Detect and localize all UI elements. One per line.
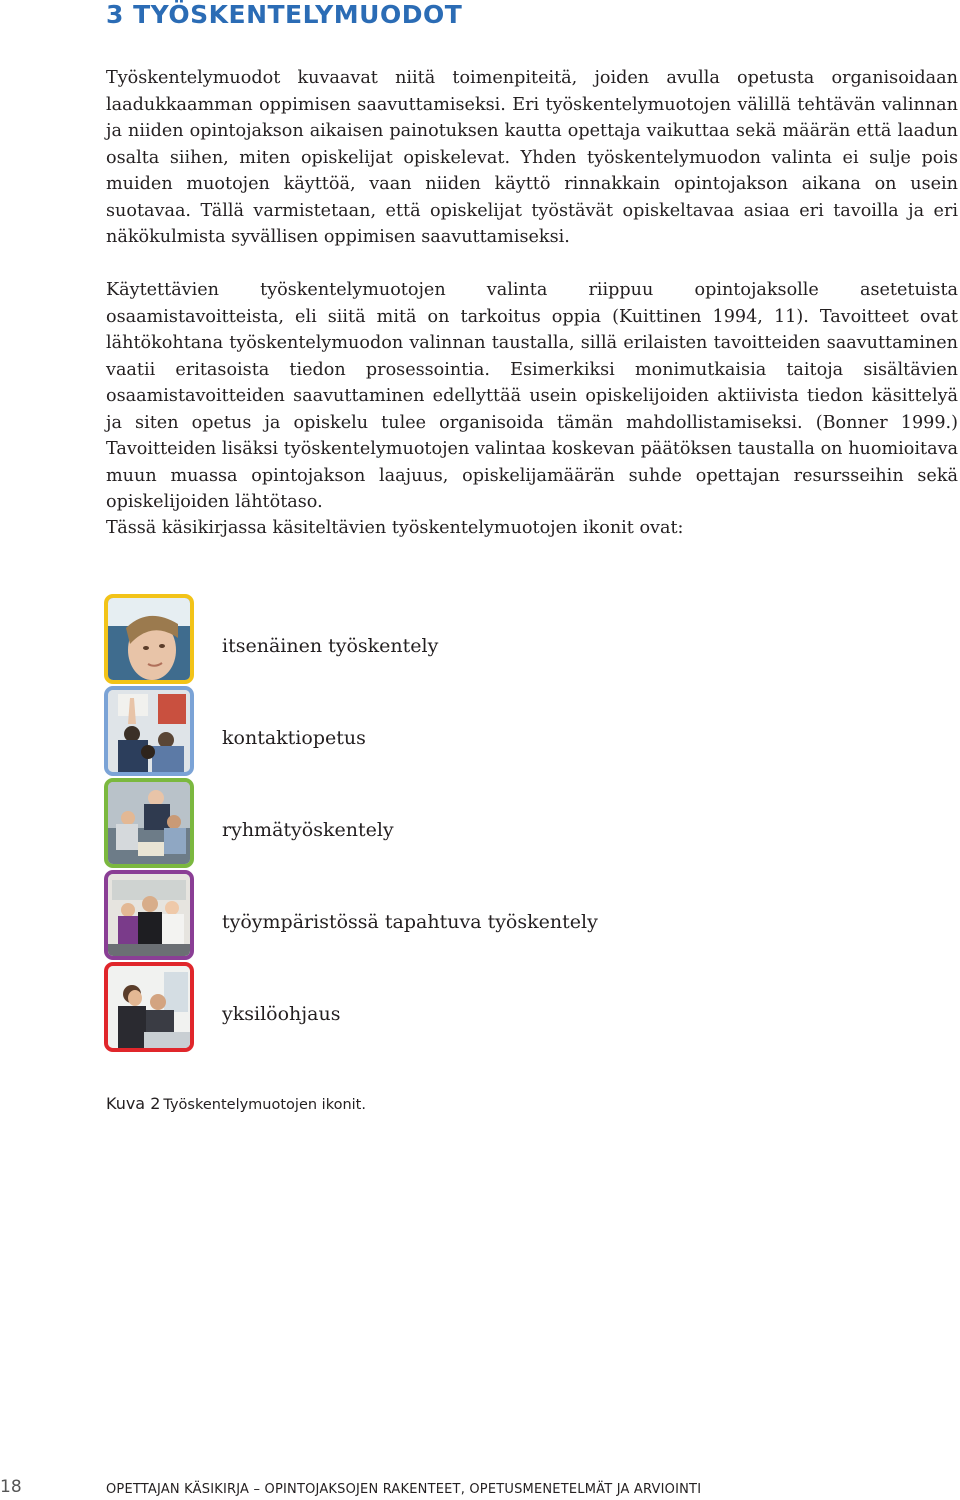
icon-label: työympäristössä tapahtuva työskentely — [222, 911, 598, 933]
group-work-photo-icon — [104, 778, 194, 868]
icon-label: ryhmätyöskentely — [222, 819, 394, 841]
section-heading: 3 TYÖSKENTELYMUODOT — [106, 0, 463, 29]
icon-label: yksilöohjaus — [222, 1003, 341, 1025]
independent-work-photo-icon — [104, 594, 194, 684]
figure-caption — [106, 1094, 366, 1113]
icon-item-group-work — [104, 778, 804, 868]
running-footer: OPETTAJAN KÄSIKIRJA – OPINTOJAKSOJEN RAKENTEET, OPETUSMENETELMÄT JA ARVIOINTI — [106, 1482, 702, 1497]
icon-label: kontaktiopetus — [222, 727, 366, 749]
icon-item-contact-teaching — [104, 686, 804, 776]
icon-label: itsenäinen työskentely — [222, 635, 439, 657]
icon-item-independent-work — [104, 594, 804, 684]
paragraph-selection: Käytettävien työskentelymuotojen valinta riippuu opintojaksolle asetetuista osaamistavoitteista, eli siitä mitä on tarkoitus oppia (Kuittinen 1994, 11). Tavoitteet ovat lähtökohtana työskentelymuodon valinnan taustalla, sillä erilaisten tavoitteiden saavuttaminen vaatii eritasoista tiedon prosessointia. Esimerkiksi monimutkaisia taitoja sisältävien osaamistavoitteiden saavuttaminen edellyttää usein opiskelijoiden aktiivista tiedon käsittelyä ja siten opetus ja opiskelu tulee organisoida tämän mahdollistamiseksi. (Bonner 1999.) Tavoitteiden lisäksi työskentelymuotojen valintaa koskevan päätöksen taustalla on huomioitava muun muassa opintojakson laajuus, opiskelijamäärän suhde opettajan resursseihin sekä opiskelijoiden lähtötaso. — [106, 280, 958, 512]
caption-text: Työskentelymuotojen ikonit. — [163, 1097, 366, 1113]
paragraph-icons-intro: Tässä käsikirjassa käsiteltävien työskentelymuotojen ikonit ovat: — [106, 518, 684, 538]
page-number: 18 — [0, 1477, 22, 1497]
icon-item-workplace-learning — [104, 870, 804, 960]
contact-teaching-photo-icon — [104, 686, 194, 776]
caption-label: Kuva 2 — [106, 1094, 161, 1113]
paragraph-intro: Työskentelymuodot kuvaavat niitä toimenpiteitä, joiden avulla opetusta organisoidaan laadukkaamman oppimisen saavuttamiseksi. Eri työskentelymuotojen välillä tehtävän valinnan ja niiden opintojakson aikaisen painotuksen kautta opettaja vaikuttaa sekä määrän että laadun osalta siihen, miten opiskelijat opiskelevat. Yhden työskentelymuodon valinta ei sulje pois muiden muotojen käyttöä, vaan niiden käyttö rinnakkain opintojakson aikana on usein suotavaa. Tällä varmistetaan, että opiskelijat työstävät opiskeltavaa asiaa eri tavoilla ja eri näkökulmista syvällisen oppimisen saavuttamiseksi. — [106, 68, 958, 247]
icon-item-individual-guidance — [104, 962, 804, 1052]
workplace-learning-photo-icon — [104, 870, 194, 960]
individual-guidance-photo-icon — [104, 962, 194, 1052]
